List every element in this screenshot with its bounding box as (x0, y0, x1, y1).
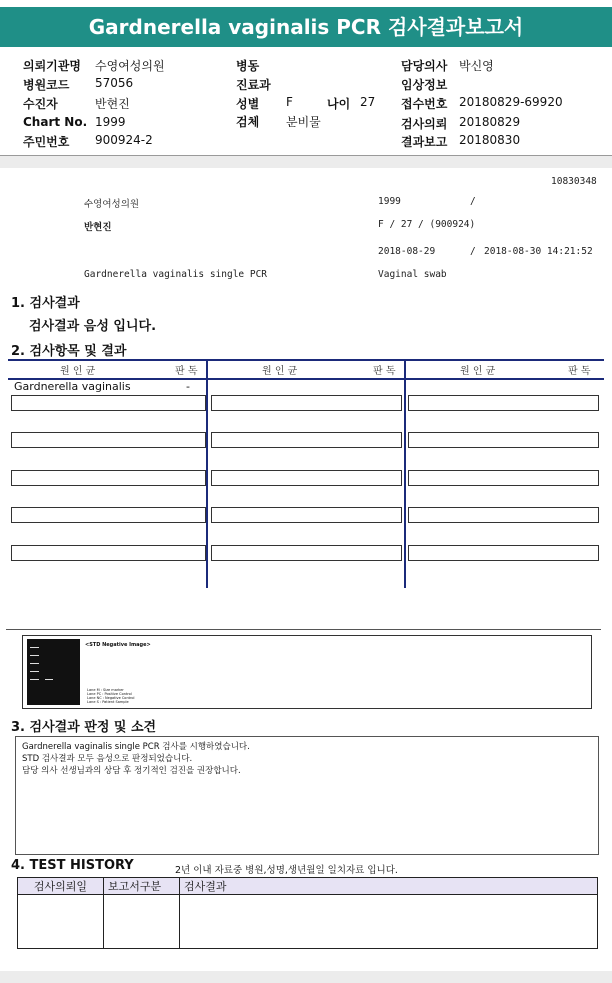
result-cell (211, 432, 402, 448)
label-department: 진료과 (236, 78, 271, 92)
value-institution: 수영여성의원 (95, 59, 165, 73)
table-header-col1 (8, 359, 206, 380)
label-chart-no: Chart No. (23, 115, 88, 129)
label-report-date: 결과보고 (401, 135, 448, 149)
value-chart-no: 1999 (95, 115, 126, 129)
col-judge-label: 판 독 (568, 366, 591, 377)
label-sex: 성별 (236, 97, 260, 111)
value-doctor: 박신영 (459, 59, 494, 73)
divider-band (0, 156, 612, 168)
result-cell (11, 545, 206, 561)
result-cell (408, 470, 599, 486)
label-doctor: 담당의사 (401, 59, 448, 73)
opinion-line: 담당 의사 선생님과의 상담 후 정기적인 검진을 권장합니다. (22, 766, 241, 776)
value-specimen: 분비물 (286, 115, 321, 129)
result-cell (11, 395, 206, 411)
label-age: 나이 (327, 97, 351, 111)
col-request-date: 검사의뢰일 (18, 878, 104, 895)
opinion-line: STD 검사결과 모두 음성으로 판정되었습니다. (22, 754, 193, 764)
history-note: 2년 이내 자료중 병원,성명,생년월일 일치자료 입니다. (175, 865, 398, 876)
opinion-box (15, 736, 599, 855)
value-hospital-code: 57056 (95, 76, 134, 90)
section1-result: 검사결과 음성 입니다. (29, 319, 157, 334)
col-judge-label: 판 독 (373, 366, 396, 377)
info-chart: 1999 (378, 196, 401, 207)
col-report-type: 보고서구분 (104, 878, 180, 895)
report-title: Gardnerella vaginalis PCR 검사결과보고서 (0, 7, 612, 47)
label-patient: 수진자 (23, 97, 58, 111)
gel-legend: Lane M : Size marker Lane PC : Positive Control Lane NC : Negative Control Lane S : Patient Sample (87, 688, 135, 704)
value-resident-no: 900924-2 (95, 133, 153, 147)
col-pathogen-label: 원 인 균 (460, 366, 496, 377)
result-cell (11, 432, 206, 448)
label-clinical-info: 임상정보 (401, 78, 448, 92)
result-cell (211, 395, 402, 411)
label-hospital-code: 병원코드 (23, 78, 70, 92)
table-header-col3 (406, 359, 604, 380)
label-institution: 의뢰기관명 (23, 59, 81, 73)
section1-title: 1. 검사결과 (11, 296, 80, 311)
value-request-date: 20180829 (459, 115, 521, 129)
result-cell (11, 470, 206, 486)
divider (6, 629, 601, 630)
section2-title: 2. 검사항목 및 결과 (11, 344, 127, 359)
result-cell (408, 395, 599, 411)
table-divider (404, 359, 406, 588)
item-name: Gardnerella vaginalis (14, 380, 131, 393)
info-slash: / (470, 196, 476, 207)
gel-image-frame (22, 635, 592, 709)
label-resident-no: 주민번호 (23, 135, 70, 149)
result-cell (408, 545, 599, 561)
col-pathogen-label: 원 인 균 (60, 366, 96, 377)
info-test-name: Gardnerella vaginalis single PCR (84, 269, 268, 280)
info-sex-age: F / 27 / (900924) (378, 219, 476, 230)
value-sex: F (286, 95, 293, 109)
info-date-sep: / (470, 246, 476, 257)
opinion-line: Gardnerella vaginalis single PCR 검사를 시행하였습니다. (22, 742, 250, 752)
info-hospital: 수영여성의원 (84, 199, 140, 210)
result-cell (211, 470, 402, 486)
label-request-date: 검사의뢰 (401, 117, 448, 131)
label-ward: 병동 (236, 59, 260, 73)
table-divider (206, 359, 208, 588)
value-patient: 반현진 (95, 97, 130, 111)
col-test-result: 검사결과 (180, 878, 598, 895)
result-cell (408, 432, 599, 448)
value-receipt-no: 20180829-69920 (459, 95, 563, 109)
result-cell (211, 507, 402, 523)
result-cell (211, 545, 402, 561)
value-report-date: 20180830 (459, 133, 521, 147)
table-header-col2 (208, 359, 404, 380)
table-row (18, 895, 598, 949)
report-code: 10830348 (551, 176, 597, 187)
info-date-received: 2018-08-29 (378, 246, 436, 257)
result-cell (408, 507, 599, 523)
col-judge-label: 판 독 (175, 366, 198, 377)
label-receipt-no: 접수번호 (401, 97, 448, 111)
value-age: 27 (360, 95, 376, 109)
gel-image (27, 639, 80, 705)
col-pathogen-label: 원 인 균 (262, 366, 298, 377)
gel-caption: <STD Negative Image> (85, 642, 151, 648)
info-name: 반현진 (84, 222, 112, 233)
history-table (17, 877, 598, 949)
section4-title: 4. TEST HISTORY (11, 858, 134, 873)
info-specimen: Vaginal swab (378, 269, 447, 280)
section3-title: 3. 검사결과 판정 및 소견 (11, 720, 157, 735)
label-specimen: 검체 (236, 115, 260, 129)
result-cell (11, 507, 206, 523)
info-date-reported: 2018-08-30 14:21:52 (484, 246, 593, 257)
footer-band (0, 971, 612, 983)
item-judgement: - (186, 380, 190, 393)
